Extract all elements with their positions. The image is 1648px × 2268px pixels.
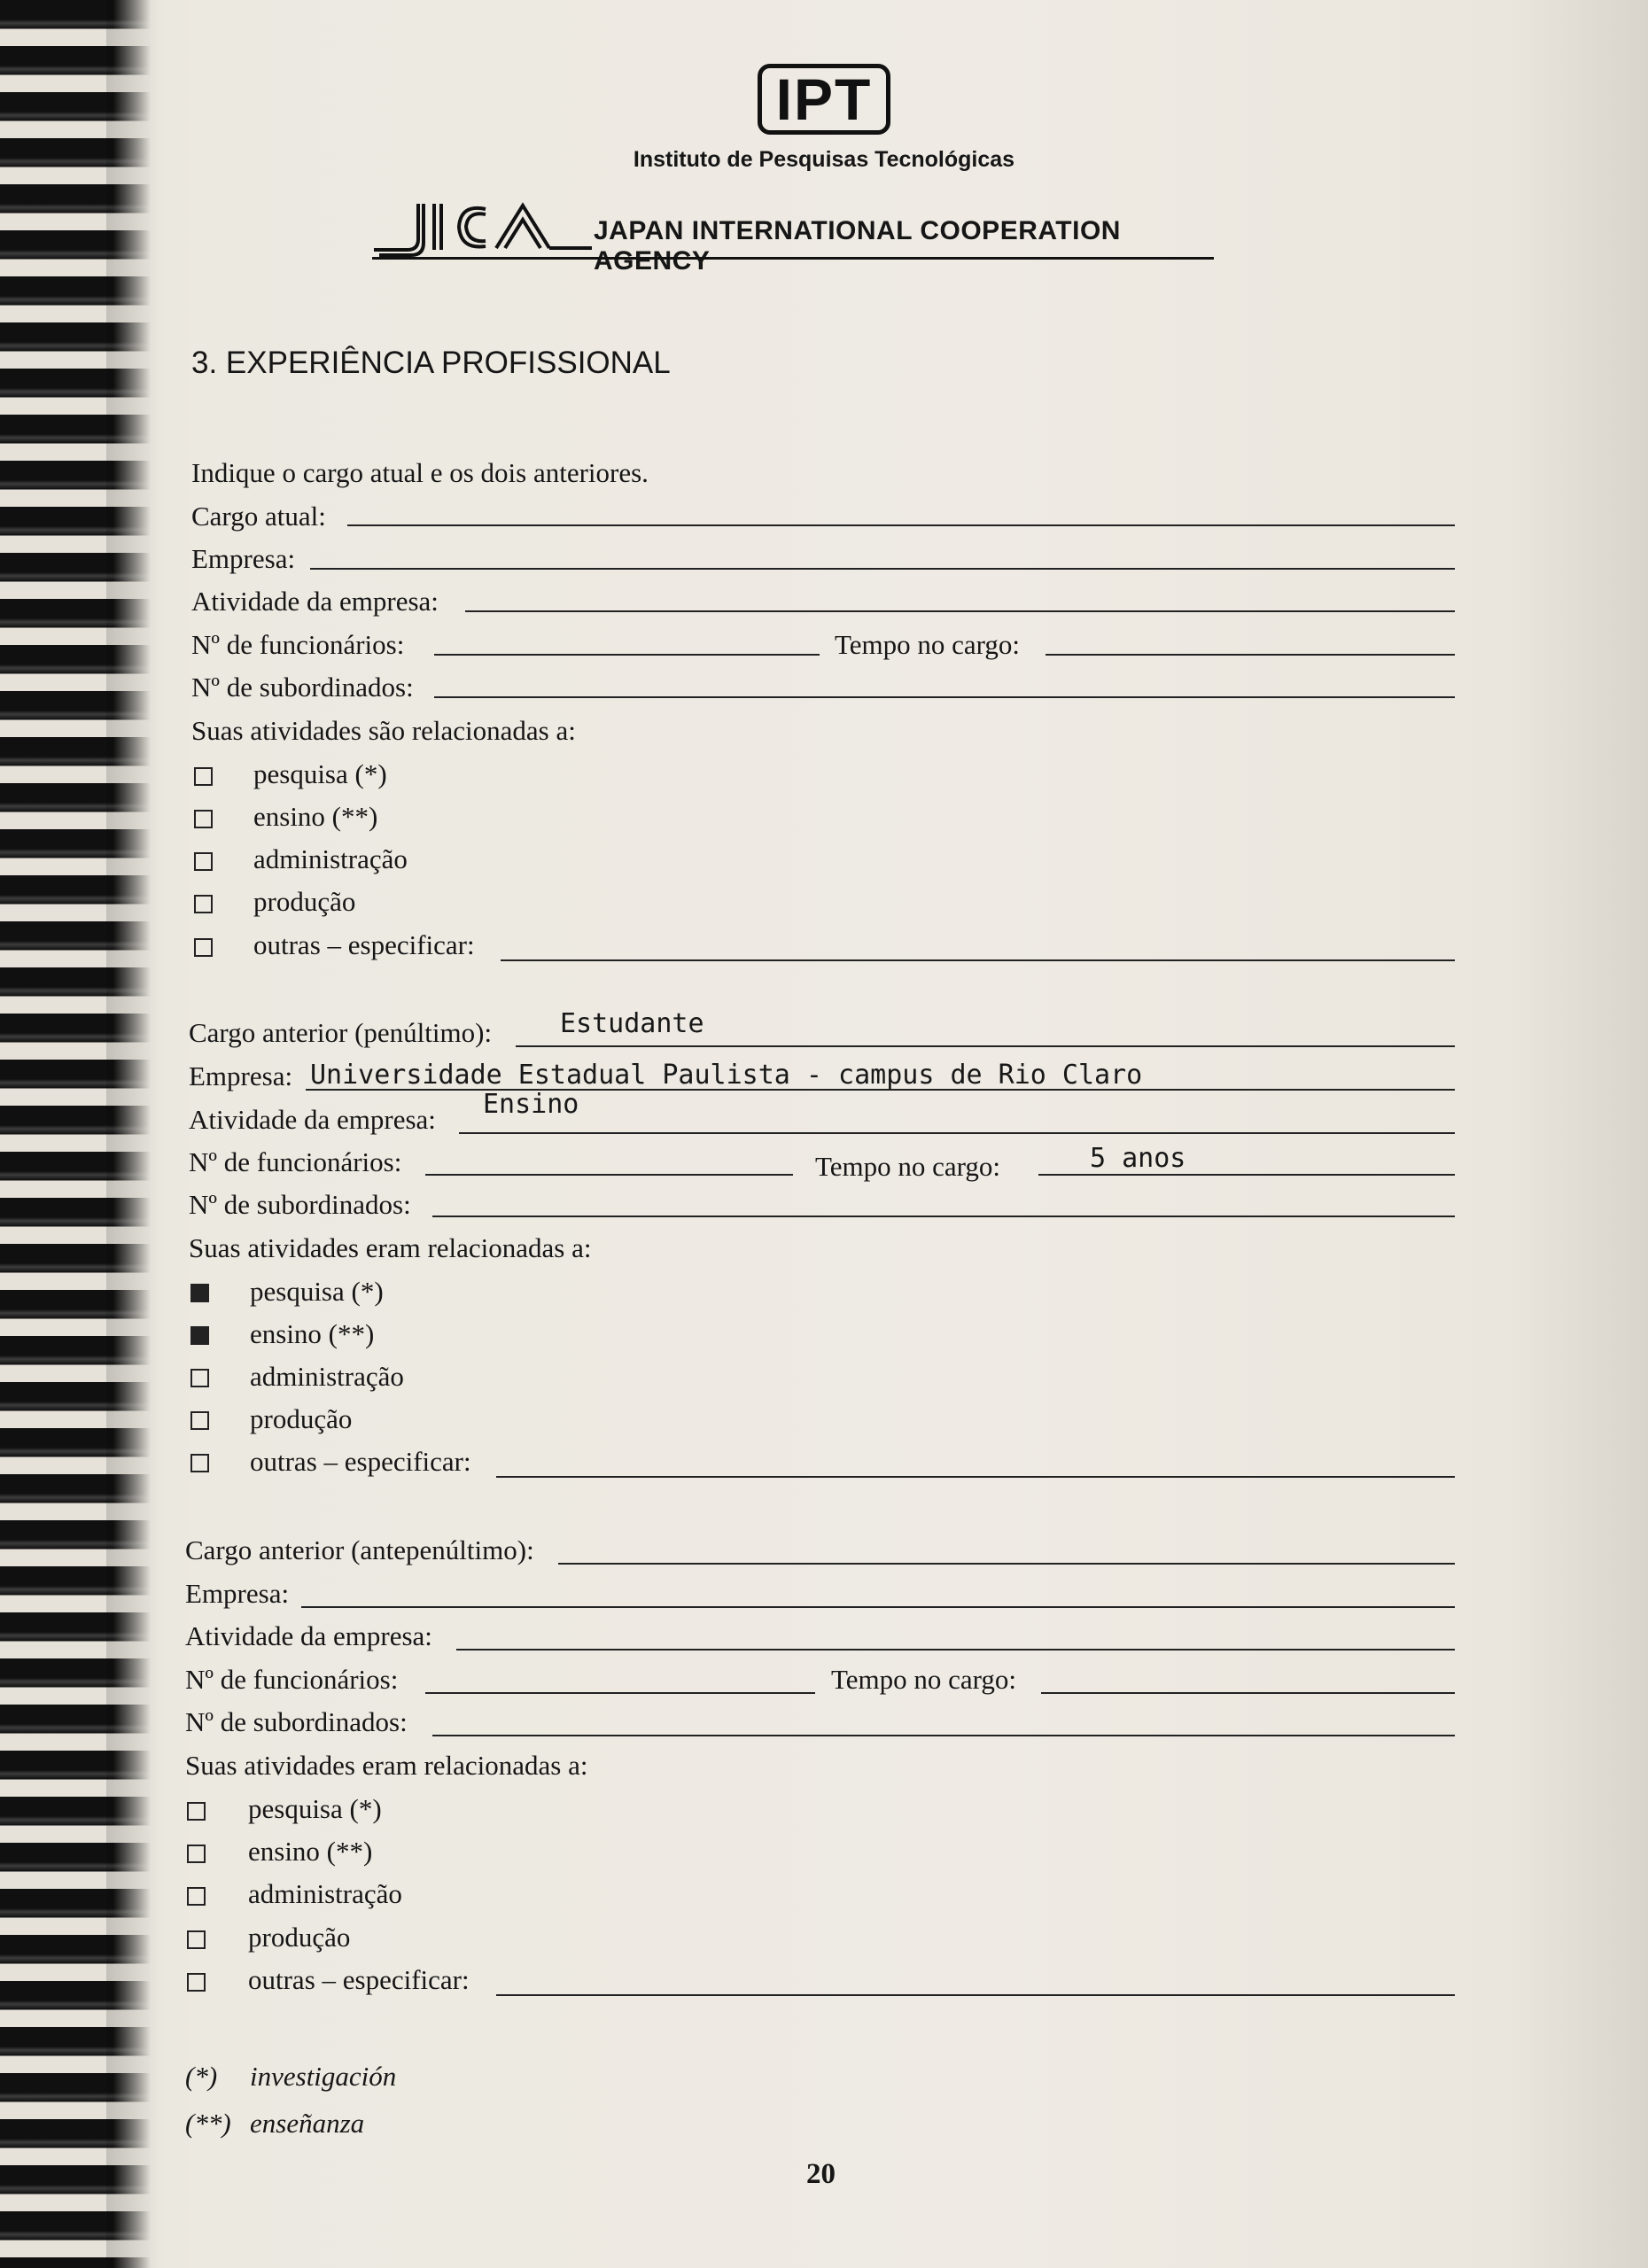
current-cargo-label: Cargo atual: xyxy=(191,501,326,532)
current-funcionarios-label: Nº de funcionários: xyxy=(191,629,405,660)
prev1-subordinados-field[interactable] xyxy=(432,1216,1455,1217)
prev2-outras-field[interactable] xyxy=(496,1994,1455,1996)
section-title: 3. EXPERIÊNCIA PROFISSIONAL xyxy=(191,346,671,380)
prev1-empresa-value: Universidade Estadual Paulista - campus de Rio Claro xyxy=(310,1060,1143,1091)
footnote-text: investigación xyxy=(250,2061,397,2092)
prev1-tempo-field[interactable] xyxy=(1038,1174,1455,1176)
prev1-option-label: pesquisa (*) xyxy=(250,1276,384,1307)
header-rule xyxy=(372,257,1214,260)
current-outras-field[interactable] xyxy=(501,959,1455,961)
prev2-option-checkbox[interactable] xyxy=(187,1930,206,1949)
current-option-checkbox[interactable] xyxy=(194,767,213,786)
prev1-option-checkbox[interactable] xyxy=(190,1369,209,1387)
prev2-funcionarios-label: Nº de funcionários: xyxy=(185,1664,399,1695)
prev2-cargo-field[interactable] xyxy=(558,1563,1455,1565)
current-empresa-field[interactable] xyxy=(310,568,1455,570)
prev1-cargo-field[interactable] xyxy=(516,1045,1455,1047)
current-option-label: produção xyxy=(253,886,356,917)
current-subordinados-label: Nº de subordinados: xyxy=(191,672,414,703)
prev1-atividade-field[interactable] xyxy=(459,1132,1455,1134)
prev2-option-label: administração xyxy=(248,1878,402,1909)
ipt-logo: IPT xyxy=(758,64,890,135)
current-funcionarios-field[interactable] xyxy=(434,654,820,656)
prev1-option-checkbox-checked[interactable] xyxy=(190,1284,209,1302)
prev2-subordinados-field[interactable] xyxy=(432,1735,1455,1736)
current-atividade-field[interactable] xyxy=(465,610,1455,612)
prev1-cargo-label: Cargo anterior (penúltimo): xyxy=(189,1017,493,1048)
prev1-funcionarios-field[interactable] xyxy=(425,1174,793,1176)
prev2-option-checkbox[interactable] xyxy=(187,1845,206,1863)
prev1-cargo-value: Estudante xyxy=(560,1008,704,1039)
current-option-checkbox[interactable] xyxy=(194,895,213,913)
current-tempo-field[interactable] xyxy=(1046,654,1455,656)
prev2-activities-label: Suas atividades eram relacionadas a: xyxy=(185,1750,588,1781)
prev1-activities-label: Suas atividades eram relacionadas a: xyxy=(189,1232,592,1263)
current-cargo-field[interactable] xyxy=(347,524,1455,526)
prev2-option-label: produção xyxy=(248,1922,351,1953)
prev2-option-label: outras – especificar: xyxy=(248,1964,470,1995)
prev2-option-label: pesquisa (*) xyxy=(248,1793,382,1824)
prev2-option-label: ensino (**) xyxy=(248,1836,373,1867)
agency-name: JAPAN INTERNATIONAL COOPERATION AGENCY xyxy=(594,216,1121,276)
prev2-atividade-field[interactable] xyxy=(456,1649,1455,1651)
prev1-option-checkbox[interactable] xyxy=(190,1411,209,1430)
prev1-option-label: administração xyxy=(250,1361,404,1392)
current-option-label: administração xyxy=(253,843,408,874)
current-activities-label: Suas atividades são relacionadas a: xyxy=(191,715,576,746)
page-number: 20 xyxy=(806,2158,836,2190)
current-empresa-label: Empresa: xyxy=(191,543,296,574)
prev2-cargo-label: Cargo anterior (antepenúltimo): xyxy=(185,1534,534,1565)
footnote-mark: (*) xyxy=(185,2061,218,2092)
footnote-text: enseñanza xyxy=(250,2108,365,2139)
prev2-funcionarios-field[interactable] xyxy=(425,1692,815,1694)
current-option-label: pesquisa (*) xyxy=(253,758,387,789)
prev2-option-checkbox[interactable] xyxy=(187,1802,206,1821)
prev1-funcionarios-label: Nº de funcionários: xyxy=(189,1146,402,1177)
prev1-subordinados-label: Nº de subordinados: xyxy=(189,1189,411,1220)
prev2-subordinados-label: Nº de subordinados: xyxy=(185,1706,408,1737)
prev1-empresa-label: Empresa: xyxy=(189,1060,293,1091)
prev1-outras-field[interactable] xyxy=(496,1476,1455,1478)
prev2-empresa-field[interactable] xyxy=(301,1606,1455,1608)
binding-shadow xyxy=(106,0,159,2268)
current-tempo-label: Tempo no cargo: xyxy=(835,629,1021,660)
current-option-label: outras – especificar: xyxy=(253,929,475,960)
prev2-option-checkbox[interactable] xyxy=(187,1887,206,1906)
prev2-option-checkbox[interactable] xyxy=(187,1973,206,1992)
prev2-atividade-label: Atividade da empresa: xyxy=(185,1620,432,1651)
prev1-option-label: ensino (**) xyxy=(250,1318,375,1349)
prev1-option-label: produção xyxy=(250,1403,353,1434)
prev1-tempo-value: 5 anos xyxy=(1090,1143,1186,1174)
institute-name: Instituto de Pesquisas Tecnológicas xyxy=(633,147,1015,172)
jica-logo-icon xyxy=(372,197,594,259)
prev1-option-checkbox-checked[interactable] xyxy=(190,1326,209,1345)
current-option-checkbox[interactable] xyxy=(194,810,213,828)
intro-text: Indique o cargo atual e os dois anteriores. xyxy=(191,457,649,488)
page-edge-shading xyxy=(1506,0,1648,2268)
prev1-atividade-label: Atividade da empresa: xyxy=(189,1104,436,1135)
prev1-atividade-value: Ensino xyxy=(483,1089,579,1120)
footnote-mark: (**) xyxy=(185,2108,231,2139)
current-atividade-label: Atividade da empresa: xyxy=(191,586,439,617)
prev2-tempo-field[interactable] xyxy=(1041,1692,1455,1694)
prev2-empresa-label: Empresa: xyxy=(185,1578,290,1609)
current-option-label: ensino (**) xyxy=(253,801,378,832)
current-option-checkbox[interactable] xyxy=(194,938,213,957)
prev2-tempo-label: Tempo no cargo: xyxy=(831,1664,1017,1695)
prev1-tempo-label: Tempo no cargo: xyxy=(815,1151,1001,1182)
current-subordinados-field[interactable] xyxy=(434,696,1455,698)
prev1-option-label: outras – especificar: xyxy=(250,1446,471,1477)
current-option-checkbox[interactable] xyxy=(194,852,213,871)
jica-header xyxy=(372,197,1214,276)
prev1-option-checkbox[interactable] xyxy=(190,1454,209,1472)
